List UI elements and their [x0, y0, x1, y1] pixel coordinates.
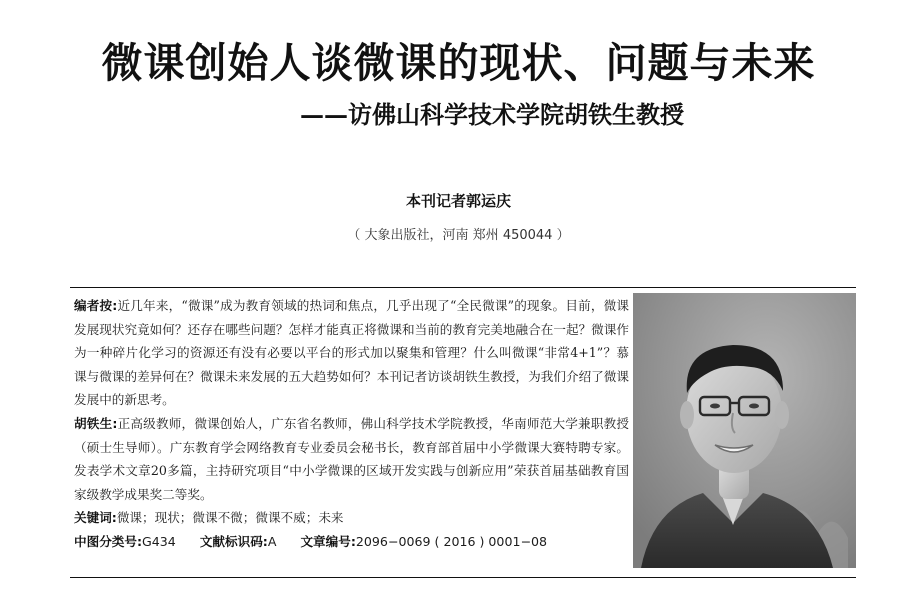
- doccode-value: A: [267, 533, 277, 549]
- article-subtitle: ——访佛山科学技术学院胡铁生教授: [300, 100, 684, 129]
- keywords-label: 关键词:: [74, 510, 117, 526]
- article-number-label: 文章编号:: [300, 533, 356, 549]
- clc-label: 中图分类号:: [74, 533, 143, 549]
- abstract-block: [74, 294, 629, 554]
- editor-note-text: 近几年来，“微课”成为教育领域的热词和焦点，几乎出现了“全民微课”的现象。目前，微课发展现状究竟如何？还存在哪些问题？怎样才能真正将微课和当前的教育完美地融合在一起？微课作为一种碎片化学习的资源还有没有必要以平台的形式加以聚集和管理？什么叫微课“非常4+1”？慕课与微课的差异何在？微课未来发展的五大趋势如何？本刊记者访谈胡铁生教授，为我们介绍了微课发展中的新思考。: [74, 298, 629, 408]
- affiliation-line: （ 大象出版社，河南 郑州 450044 ）: [347, 228, 570, 243]
- clc-value: G434: [142, 533, 176, 549]
- bottom-rule: [70, 577, 856, 578]
- bio-text: 正高级教师，微课创始人，广东省名教师，佛山科学技术学院教授，华南师范大学兼职教授（硕士生导师）。广东教育学会网络教育专业委员会秘书长，教育部首届中小学微课大赛特聘专家。发表学术文章20多篇，主持研究项目“中小学微课的区域开发实践与创新应用”荣获首届基础教育国家级教学成果奖二等奖。: [74, 415, 629, 502]
- portrait-illustration: [633, 293, 856, 568]
- editor-note: [74, 294, 629, 412]
- doccode-label: 文献标识码:: [199, 533, 268, 549]
- keywords-text: 微课；现状；微课不微；微课不威；未来: [116, 510, 344, 526]
- top-rule: [70, 287, 856, 288]
- bio-paragraph: [74, 412, 629, 506]
- article-title: 微课创始人谈微课的现状、问题与未来: [101, 39, 816, 87]
- bio-label: 胡铁生:: [74, 415, 118, 431]
- portrait-photo: [633, 293, 856, 568]
- classification-line: [74, 530, 629, 554]
- author-line: 本刊记者郭运庆: [405, 192, 511, 210]
- keywords-line: [74, 506, 629, 530]
- editor-note-label: 编者按:: [74, 298, 118, 313]
- article-number-value: 2096−0069 ( 2016 ) 0001−08: [355, 533, 548, 549]
